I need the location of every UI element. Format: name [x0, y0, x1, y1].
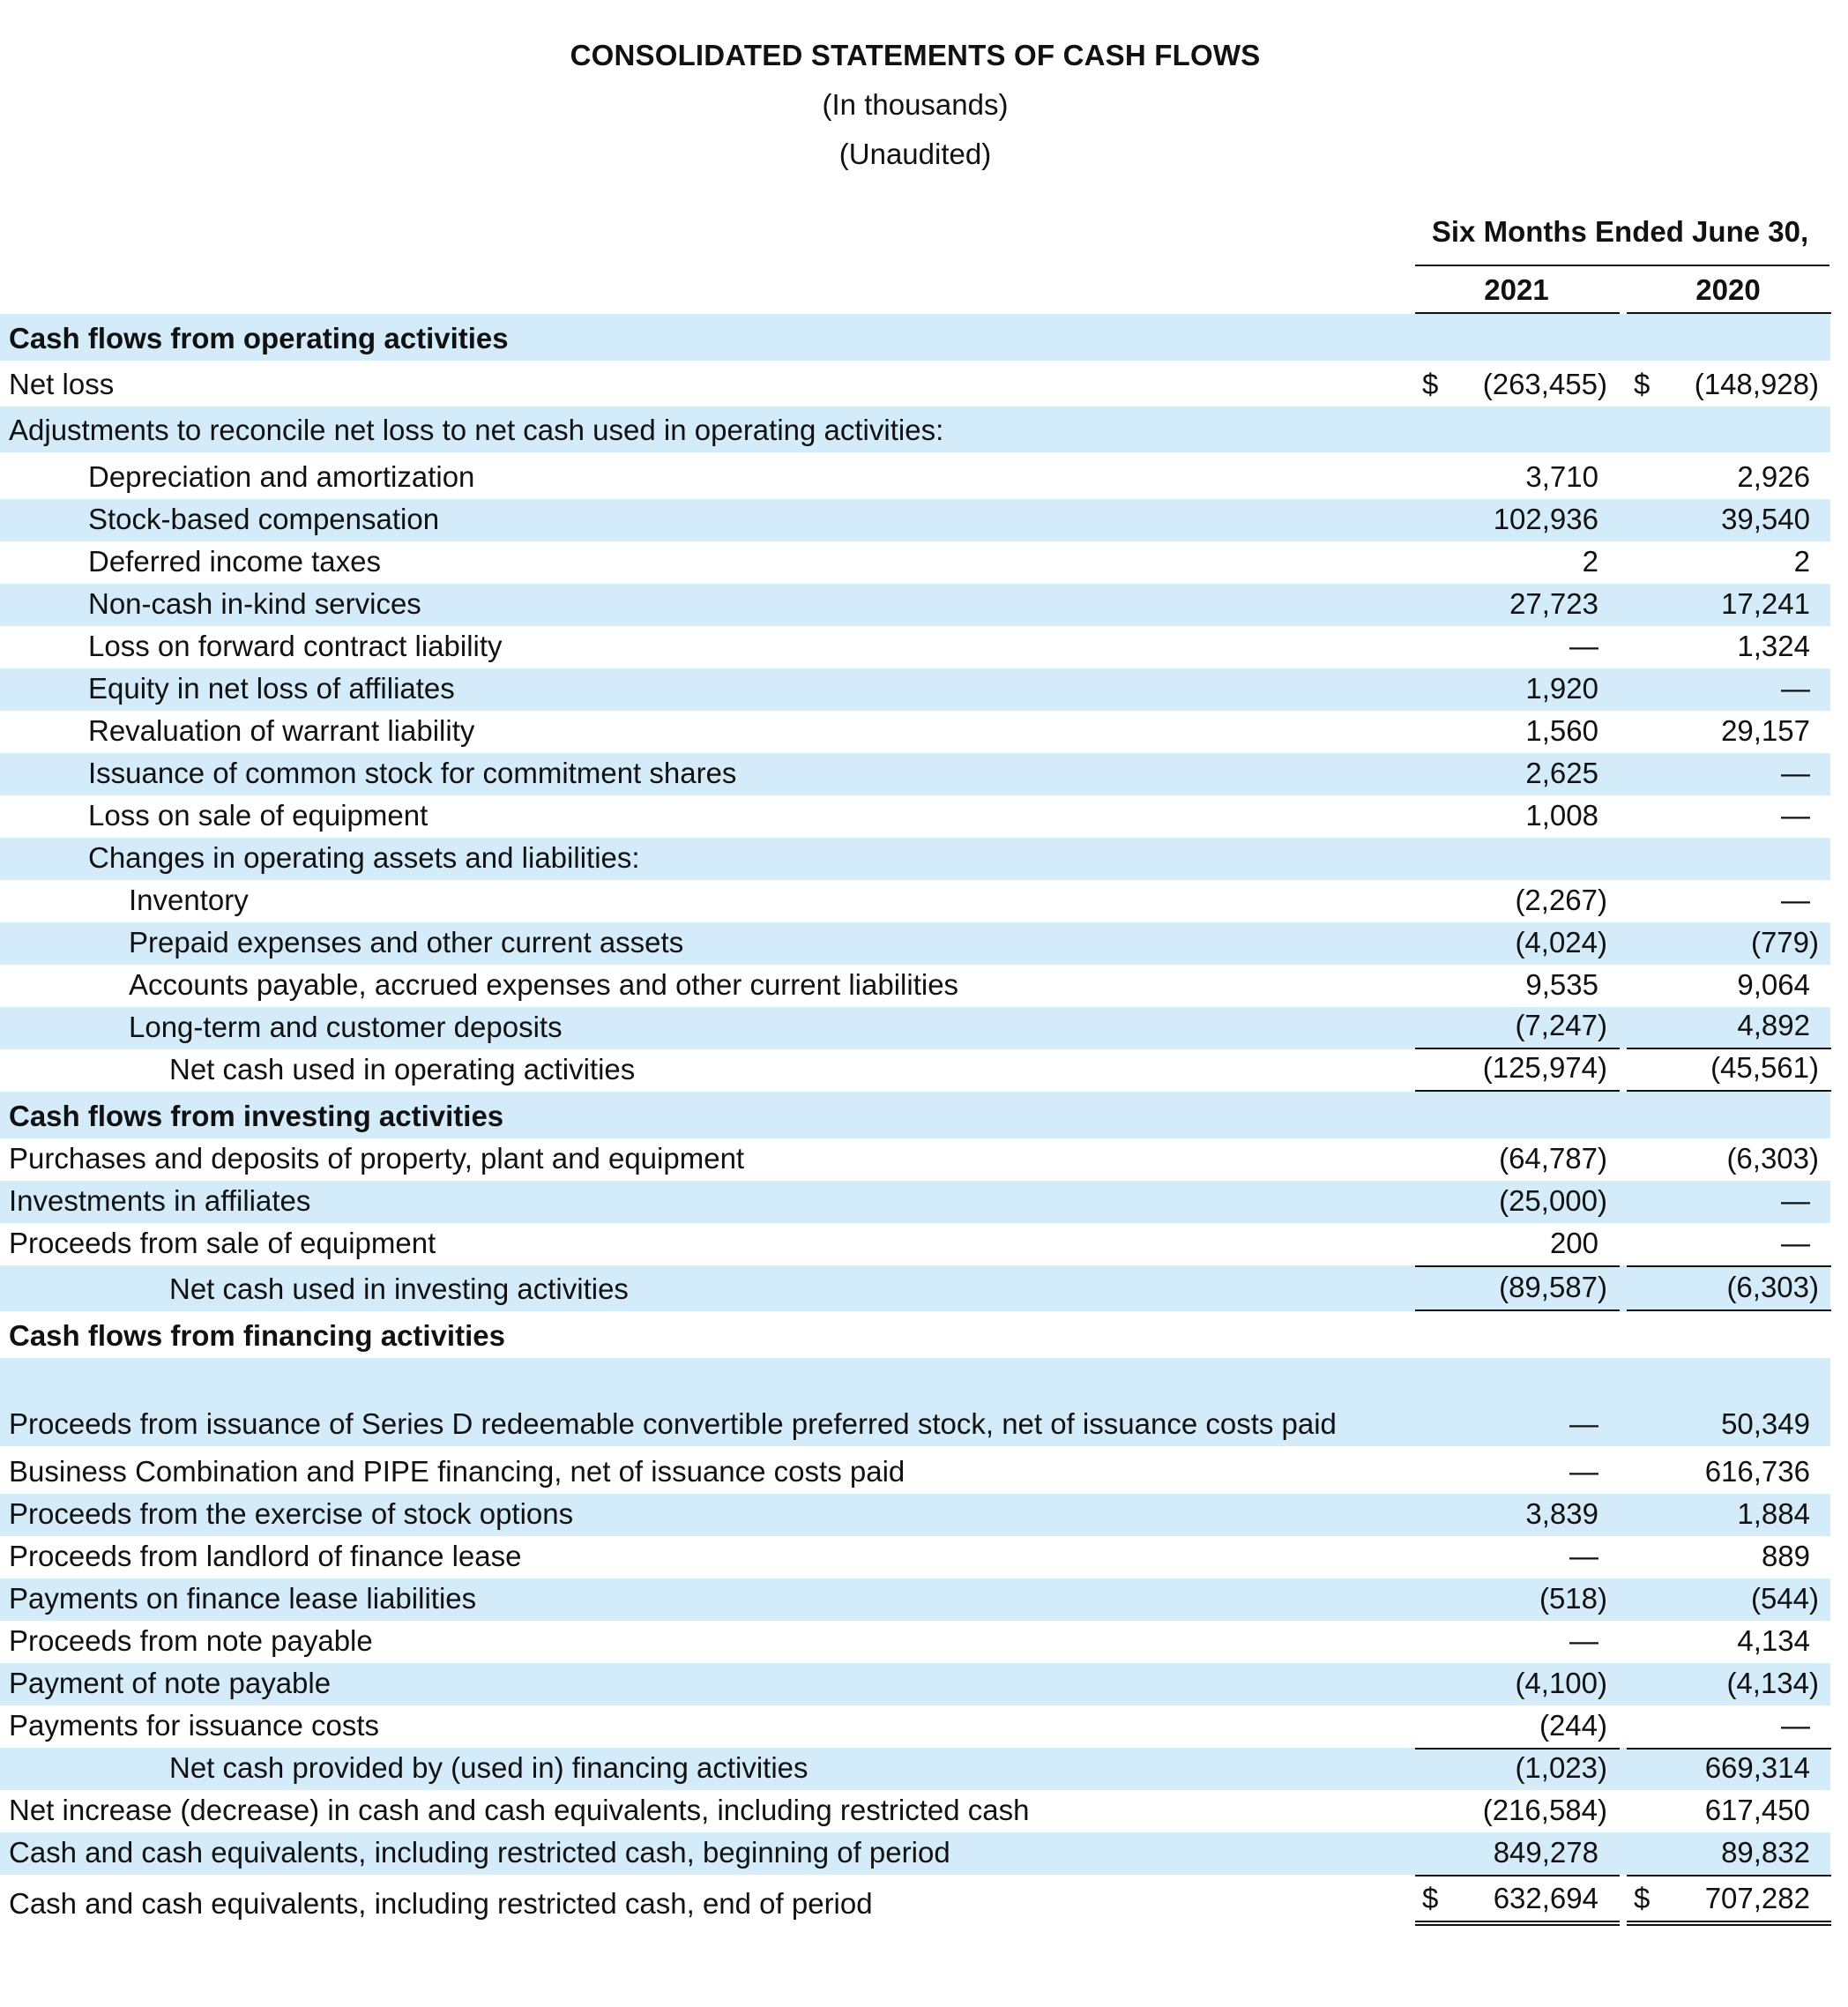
value-cell-2020	[1627, 1446, 1831, 1494]
table-row	[0, 1705, 1830, 1748]
value-cell-2020	[1627, 1007, 1831, 1049]
amount-value: 50,349	[1721, 1407, 1810, 1440]
amount-value: 200	[1549, 1227, 1598, 1259]
line-item-label: Proceeds from sale of equipment	[9, 1227, 436, 1259]
amount-value: —	[1569, 630, 1598, 662]
amount-value: —	[1781, 799, 1810, 832]
line-item-label: Stock-based compensation	[88, 503, 440, 535]
value-cell-2020	[1627, 584, 1831, 626]
value-cell-2021	[1415, 965, 1620, 1007]
amount-value: (779)	[1750, 926, 1819, 959]
value-cell-2020	[1627, 541, 1831, 584]
amount-value: 39,540	[1721, 503, 1810, 535]
amount-value: —	[1781, 672, 1810, 705]
line-item-label: Issuance of common stock for commitment shares	[88, 757, 737, 789]
amount-value: —	[1781, 1184, 1810, 1217]
table-row	[0, 626, 1830, 668]
amount-value: 27,723	[1509, 587, 1598, 620]
line-item-label: Proceeds from the exercise of stock options	[9, 1497, 574, 1530]
value-cell-2020	[1627, 1705, 1831, 1748]
amount-value: 616,736	[1704, 1455, 1810, 1488]
value-cell-2021	[1415, 668, 1620, 711]
value-cell-2021	[1415, 1578, 1620, 1621]
table-row	[0, 1358, 1830, 1446]
line-item-label: Non-cash in-kind services	[88, 587, 421, 620]
value-cell-2021	[1415, 711, 1620, 753]
table-row	[0, 361, 1830, 407]
line-item-label: Net cash used in operating activities	[169, 1053, 636, 1086]
amount-value: (25,000)	[1499, 1184, 1607, 1217]
line-item-label: Revaluation of warrant liability	[88, 714, 475, 747]
amount-value: 669,314	[1704, 1751, 1810, 1784]
value-cell-2020	[1627, 1748, 1831, 1790]
table-row	[0, 1578, 1830, 1621]
amount-value: (4,100)	[1515, 1667, 1607, 1699]
value-cell-2020	[1627, 1790, 1831, 1832]
year-header-2021: 2021	[1484, 273, 1549, 306]
amount-value: 4,134	[1737, 1624, 1810, 1657]
amount-value: 617,450	[1704, 1794, 1810, 1826]
value-cell-2020	[1627, 361, 1831, 407]
amount-value: 1,324	[1737, 630, 1810, 662]
value-cell-2020	[1627, 1181, 1831, 1223]
table-row	[0, 1223, 1830, 1265]
value-cell-2021	[1415, 1049, 1620, 1092]
amount-value: —	[1569, 1407, 1598, 1440]
amount-value: 632,694	[1493, 1882, 1598, 1914]
value-cell-2021	[1415, 1663, 1620, 1705]
amount-value: —	[1781, 884, 1810, 916]
table-row	[0, 1007, 1830, 1049]
year-header-2020: 2020	[1695, 273, 1761, 306]
amount-value: 707,282	[1704, 1882, 1810, 1914]
amount-value: 3,710	[1525, 460, 1598, 493]
value-cell-2021	[1415, 1875, 1620, 1926]
line-item-label: Purchases and deposits of property, plant and equipment	[9, 1142, 745, 1175]
amount-value: 2	[1793, 545, 1810, 578]
section-header-row	[0, 314, 1830, 361]
line-item-label: Payment of note payable	[9, 1667, 332, 1699]
dollar-sign: $	[1634, 1882, 1651, 1914]
value-cell-2020	[1627, 922, 1831, 965]
dollar-sign: $	[1422, 1882, 1439, 1914]
table-row	[0, 965, 1830, 1007]
amount-value: 2,926	[1737, 460, 1810, 493]
amount-value: 3,839	[1525, 1497, 1598, 1530]
amount-value: —	[1569, 1455, 1598, 1488]
value-cell-2020	[1627, 499, 1831, 541]
value-cell-2020	[1627, 1578, 1831, 1621]
line-item-label: Adjustments to reconcile net loss to net cash used in operating activities:	[9, 414, 944, 446]
amount-value: 1,008	[1525, 799, 1598, 832]
amount-value: 9,064	[1737, 968, 1810, 1001]
value-cell-2021	[1415, 1832, 1620, 1875]
value-cell-2020	[1627, 626, 1831, 668]
value-cell-2021	[1415, 1181, 1620, 1223]
section-title: Cash flows from operating activities	[9, 322, 509, 354]
value-cell-2021	[1415, 795, 1620, 838]
value-cell-2021	[1415, 1138, 1620, 1181]
table-row	[0, 1138, 1830, 1181]
value-cell-2020	[1627, 753, 1831, 795]
value-cell-2020	[1627, 668, 1831, 711]
amount-value: 17,241	[1721, 587, 1810, 620]
table-row	[0, 1265, 1830, 1311]
value-cell-2020	[1627, 965, 1831, 1007]
dollar-sign: $	[1634, 368, 1651, 400]
table-row	[0, 1875, 1830, 1926]
line-item-label: Investments in affiliates	[9, 1184, 311, 1217]
value-cell-2021	[1415, 753, 1620, 795]
amount-value: (125,974)	[1482, 1051, 1607, 1084]
amount-value: (89,587)	[1499, 1271, 1607, 1303]
value-cell-2021	[1415, 1223, 1620, 1265]
line-item-label: Prepaid expenses and other current assets	[129, 926, 684, 959]
line-item-label: Net cash provided by (used in) financing activities	[169, 1751, 808, 1784]
amount-value: (518)	[1539, 1582, 1607, 1615]
value-cell-2021	[1415, 1265, 1620, 1311]
amount-value: (4,134)	[1726, 1667, 1819, 1699]
table-row	[0, 584, 1830, 626]
value-cell-2021	[1415, 1494, 1620, 1536]
table-row	[0, 668, 1830, 711]
amount-value: 29,157	[1721, 714, 1810, 747]
value-cell-2020	[1627, 1536, 1831, 1578]
amount-value: —	[1569, 1540, 1598, 1572]
value-cell-2021	[1415, 1446, 1620, 1494]
value-cell-2020	[1627, 1494, 1831, 1536]
table-row	[0, 795, 1830, 838]
line-item-label: Proceeds from landlord of finance lease	[9, 1540, 522, 1572]
amount-value: (263,455)	[1482, 368, 1607, 400]
amount-value: 4,892	[1737, 1009, 1810, 1041]
value-cell-2020	[1627, 1832, 1831, 1875]
table-row	[0, 1663, 1830, 1705]
section-header-row	[0, 1092, 1830, 1138]
period-underline	[1415, 265, 1829, 266]
value-cell-2021	[1415, 361, 1620, 407]
amount-value: (216,584)	[1482, 1794, 1607, 1826]
value-cell-2021	[1415, 1007, 1620, 1049]
value-cell-2021	[1415, 584, 1620, 626]
amount-value: 2,625	[1525, 757, 1598, 789]
amount-value: (64,787)	[1499, 1142, 1607, 1175]
line-item-label: Payments for issuance costs	[9, 1709, 380, 1742]
units-subtitle: (In thousands)	[822, 88, 1009, 121]
dollar-sign: $	[1422, 368, 1439, 400]
table-row	[0, 1832, 1830, 1875]
value-cell-2020	[1627, 1663, 1831, 1705]
amount-value: (4,024)	[1515, 926, 1607, 959]
value-cell-2021	[1415, 922, 1620, 965]
section-title: Cash flows from financing activities	[9, 1319, 505, 1352]
value-cell-2020	[1627, 880, 1831, 922]
audit-subtitle: (Unaudited)	[838, 138, 992, 170]
line-item-label: Equity in net loss of affiliates	[88, 672, 455, 705]
table-row	[0, 1748, 1830, 1790]
statement-title: CONSOLIDATED STATEMENTS OF CASH FLOWS	[570, 39, 1261, 71]
amount-value: (6,303)	[1726, 1271, 1819, 1303]
value-cell-2021	[1415, 1790, 1620, 1832]
amount-value: —	[1781, 1709, 1810, 1742]
amount-value: (6,303)	[1726, 1142, 1819, 1175]
amount-value: (7,247)	[1515, 1009, 1607, 1041]
value-cell-2020	[1627, 1621, 1831, 1663]
line-item-label: Net loss	[9, 368, 115, 400]
amount-value: 9,535	[1525, 968, 1598, 1001]
value-cell-2021	[1415, 626, 1620, 668]
value-cell-2021	[1415, 541, 1620, 584]
line-item-label: Deferred income taxes	[88, 545, 381, 578]
amount-value: 849,278	[1493, 1836, 1598, 1869]
line-item-label: Proceeds from note payable	[9, 1624, 373, 1657]
table-row	[0, 1494, 1830, 1536]
amount-value: 1,560	[1525, 714, 1598, 747]
line-item-label: Accounts payable, accrued expenses and other current liabilities	[129, 968, 959, 1001]
value-cell-2020	[1627, 452, 1831, 499]
amount-value: (148,928)	[1694, 368, 1819, 400]
line-item-label: Business Combination and PIPE financing, net of issuance costs paid	[9, 1455, 905, 1488]
table-row	[0, 922, 1830, 965]
period-header: Six Months Ended June 30,	[1431, 215, 1809, 248]
line-item-label: Payments on finance lease liabilities	[9, 1582, 477, 1615]
amount-value: (45,561)	[1710, 1051, 1819, 1084]
value-cell-2020	[1627, 1358, 1831, 1446]
line-item-label: Inventory	[129, 884, 249, 916]
table-row	[0, 1536, 1830, 1578]
value-cell-2021	[1415, 452, 1620, 499]
table-row	[0, 838, 1830, 880]
amount-value: 1,920	[1525, 672, 1598, 705]
line-item-label: Cash and cash equivalents, including restricted cash, beginning of period	[9, 1836, 950, 1869]
line-item-label: Loss on sale of equipment	[88, 799, 428, 832]
section-header-row	[0, 1311, 1830, 1358]
amount-value: —	[1781, 757, 1810, 789]
amount-value: (544)	[1750, 1582, 1819, 1615]
table-row	[0, 711, 1830, 753]
line-item-label: Net cash used in investing activities	[169, 1272, 629, 1305]
line-item-label: Proceeds from issuance of Series D redeemable convertible preferred stock, net of issuance costs paid	[9, 1407, 1337, 1440]
line-item-label: Net increase (decrease) in cash and cash equivalents, including restricted cash	[9, 1794, 1030, 1826]
table-row	[0, 1790, 1830, 1832]
value-cell-2020	[1627, 1265, 1831, 1311]
table-row	[0, 753, 1830, 795]
line-item-label: Cash and cash equivalents, including restricted cash, end of period	[9, 1887, 873, 1920]
value-cell-2021	[1415, 1748, 1620, 1790]
table-row	[0, 1049, 1830, 1092]
amount-value: 2	[1582, 545, 1598, 578]
amount-value: 1,884	[1737, 1497, 1810, 1530]
value-cell-2021	[1415, 1536, 1620, 1578]
line-item-label: Loss on forward contract liability	[88, 630, 503, 662]
table-row	[0, 407, 1830, 452]
value-cell-2021	[1415, 1705, 1620, 1748]
value-cell-2020	[1627, 795, 1831, 838]
amount-value: 889	[1761, 1540, 1810, 1572]
value-cell-2020	[1627, 1223, 1831, 1265]
value-cell-2021	[1415, 499, 1620, 541]
amount-value: —	[1781, 1227, 1810, 1259]
line-item-label: Changes in operating assets and liabilities:	[88, 841, 640, 874]
table-row	[0, 1621, 1830, 1663]
value-cell-2021	[1415, 880, 1620, 922]
table-row	[0, 541, 1830, 584]
cash-flow-table	[0, 314, 1830, 1926]
amount-value: —	[1569, 1624, 1598, 1657]
amount-value: (244)	[1539, 1709, 1607, 1742]
value-cell-2021	[1415, 1621, 1620, 1663]
table-row	[0, 499, 1830, 541]
line-item-label: Depreciation and amortization	[88, 460, 475, 493]
value-cell-2020	[1627, 1049, 1831, 1092]
table-row	[0, 1446, 1830, 1494]
value-cell-2021	[1415, 1358, 1620, 1446]
value-cell-2020	[1627, 711, 1831, 753]
amount-value: (2,267)	[1515, 884, 1607, 916]
amount-value: 102,936	[1493, 503, 1598, 535]
amount-value: (1,023)	[1515, 1751, 1607, 1784]
table-row	[0, 1181, 1830, 1223]
table-row	[0, 452, 1830, 499]
table-row	[0, 880, 1830, 922]
value-cell-2020	[1627, 1875, 1831, 1926]
value-cell-2020	[1627, 1138, 1831, 1181]
amount-value: 89,832	[1721, 1836, 1810, 1869]
section-title: Cash flows from investing activities	[9, 1100, 504, 1132]
line-item-label: Long-term and customer deposits	[129, 1011, 563, 1043]
